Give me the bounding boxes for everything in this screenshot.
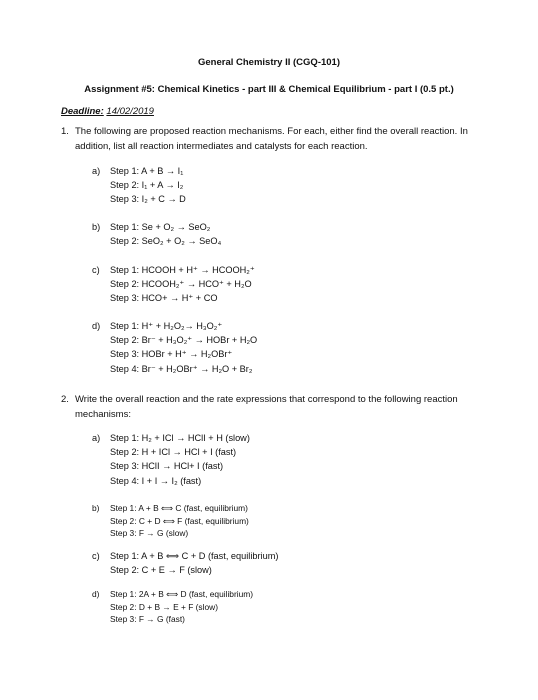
mechanism-step: Step 2: SeO₂ + O₂ → SeO₄	[110, 236, 222, 247]
deadline	[61, 106, 154, 117]
part-label: b)	[92, 503, 100, 513]
mechanism-step: Step 1: A + B → I₁	[110, 166, 184, 176]
mechanism-step: Step 1: H⁺ + H₂O₂→ H₃O₂⁺	[110, 321, 223, 331]
course-title: General Chemistry II (CGQ-101)	[197, 57, 341, 68]
mechanism-step: Step 1: A + B ⟺ C + D (fast, equilibrium)	[110, 551, 279, 561]
mechanism-step: Step 2: C + E → F (slow)	[110, 565, 212, 576]
mechanism-step: Step 2: I₁ + A → I₂	[110, 180, 184, 191]
mechanism-step: Step 2: Br⁻ + H₃O₂⁺ → HOBr + H₂O	[110, 335, 258, 346]
mechanism-step: Step 2: HCOOH₂⁺ → HCO⁺ + H₂O	[110, 279, 252, 290]
mechanism-step: Step 3: HOBr + H⁺ → H₂OBr⁺	[110, 349, 233, 360]
question-number: 2.	[61, 394, 69, 405]
part-label: d)	[92, 589, 100, 599]
mechanism-step: Step 2: C + D ⟺ F (fast, equilibrium)	[110, 515, 249, 526]
mechanism-step: Step 1: A + B ⟺ C (fast, equilibrium)	[110, 503, 248, 513]
deadline-label: Deadline:	[61, 106, 104, 117]
question-text: Write the overall reaction and the rate expressions that correspond to the following reaction mechanisms:	[75, 394, 458, 420]
question-text: The following are proposed reaction mechanisms. For each, either find the overall reaction. In addition, list all reaction intermediates and catalysts for each reaction.	[75, 126, 468, 152]
deadline-date: 14/02/2019	[106, 106, 154, 117]
mechanism-step: Step 1: HCOOH + H⁺ → HCOOH₂⁺	[110, 265, 255, 275]
part-label: d)	[92, 321, 101, 331]
mechanism-step: Step 4: I + I → I₂ (fast)	[110, 475, 202, 486]
part-label: c)	[92, 265, 100, 275]
mechanism-step: Step 4: Br⁻ + H₂OBr⁺ → H₂O + Br₂	[110, 363, 253, 374]
mechanism-step: Step 3: HClI → HCl+ I (fast)	[110, 461, 224, 472]
question-number: 1.	[61, 126, 69, 137]
mechanism-step: Step 3: HCO+ → H⁺ + CO	[110, 293, 218, 304]
part-label: a)	[92, 433, 101, 443]
mechanism-step: Step 2: H + ICl → HCl + I (fast)	[110, 447, 237, 458]
part-label: c)	[92, 551, 100, 561]
mechanism-step: Step 2: D + B → E + F (slow)	[110, 601, 218, 612]
mechanism-step: Step 1: H₂ + ICl → HClI + H (slow)	[110, 433, 250, 443]
mechanism-step: Step 1: 2A + B ⟺ D (fast, equilibrium)	[110, 589, 254, 599]
mechanism-step: Step 3: F → G (fast)	[110, 614, 185, 625]
mechanism-step: Step 3: I₂ + C → D	[110, 194, 186, 205]
mechanism-step: Step 3: F → G (slow)	[110, 528, 189, 539]
mechanism-step: Step 1: Se + O₂ → SeO₂	[110, 222, 211, 232]
assignment-title: Assignment #5: Chemical Kinetics - part III & Chemical Equilibrium - part I (0.5 pt.)	[84, 84, 454, 95]
part-label: a)	[92, 166, 101, 176]
part-label: b)	[92, 222, 101, 232]
